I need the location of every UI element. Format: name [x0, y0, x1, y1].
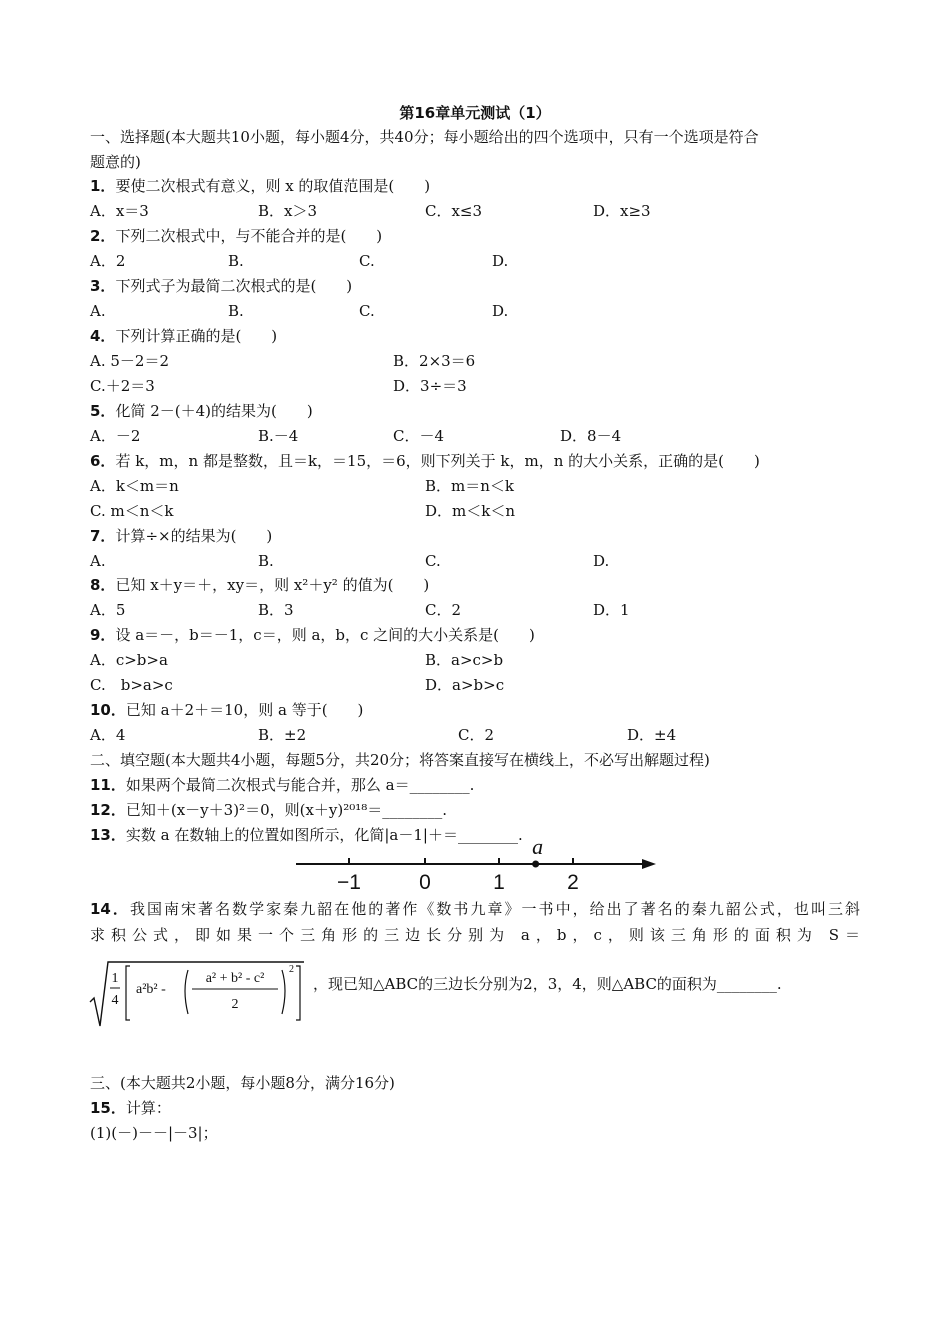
point-a [532, 861, 539, 868]
tick-label: 2 [567, 871, 579, 894]
question-1 [90, 176, 430, 196]
option-b: B.－4 [258, 427, 299, 445]
option-d: D．8－4 [560, 427, 622, 445]
option-d: D．m＜k＜n [425, 502, 516, 520]
option-b: B. [228, 252, 244, 270]
left-bracket [126, 966, 130, 1020]
option-b: B．3 [258, 601, 294, 619]
radical-sign-icon [90, 962, 304, 1026]
question-number: 4． [90, 327, 116, 345]
question-number: 2． [90, 227, 116, 245]
option-b: B．m＝n＜k [425, 477, 514, 495]
question-15 [90, 1098, 171, 1118]
left-paren [185, 970, 188, 1014]
option-c: C. b>a>c [90, 676, 173, 694]
option-a: A. [90, 552, 106, 570]
tick-label: 0 [419, 871, 431, 894]
axis-arrow-icon [642, 859, 656, 869]
option-c: C. [359, 302, 375, 320]
option-d: D. [492, 252, 509, 270]
question-text: 化简 2－(＋4)的结果为( ) [115, 402, 313, 420]
option-d: D．x≥3 [593, 202, 651, 220]
question-text: 下列计算正确的是( ) [115, 327, 278, 345]
option-a: A. [90, 302, 106, 320]
question-text: 计算÷×的结果为( ) [115, 527, 273, 545]
section3-instructions: 三、(本大题共2小题，每小题8分，满分16分) [90, 1074, 395, 1092]
question-8 [90, 575, 429, 595]
option-b: B. [228, 302, 244, 320]
option-d: D．a>b>c [425, 676, 505, 694]
question-text: 已知＋(x－y＋3)²＝0，则(x＋y)²⁰¹⁸＝________. [125, 801, 448, 819]
option-b: B. [258, 552, 274, 570]
question-number: 13． [90, 826, 126, 844]
inner-denominator: 2 [231, 997, 239, 1012]
option-c: C. m＜n＜k [90, 502, 174, 520]
page-title: 第16章单元测试（1） [399, 104, 551, 122]
option-b: B．x＞3 [258, 202, 318, 220]
option-c: C．－4 [393, 427, 445, 445]
question-number: 10． [90, 701, 126, 719]
question-14-cont: 求积公式，即如果一个三角形的三边长分别为 a，b，c，则该三角形的面积为 S＝ [90, 926, 860, 944]
question-number: 1． [90, 177, 116, 195]
question-2 [90, 226, 382, 246]
question-text: 下列二次根式中，与不能合并的是( ) [115, 227, 383, 245]
point-a-label: a [532, 838, 544, 859]
option-c: C. [425, 552, 441, 570]
question-text: 下列式子为最简二次根式的是( ) [115, 277, 353, 295]
question-text: 若 k，m，n 都是整数，且＝k，＝15，＝6，则下列关于 k，m，n 的大小关系，正确的是( ) [115, 452, 760, 470]
section1-instructions: 一、选择题(本大题共10小题，每小题4分，共40分；每小题给出的四个选项中，只有一个选项是符合 [90, 128, 759, 146]
formula-term: a²b² - [136, 982, 166, 997]
question-number: 15． [90, 1099, 126, 1117]
fraction-numerator: 1 [111, 971, 119, 986]
option-d: D．±4 [627, 726, 677, 744]
option-d: D．1 [593, 601, 630, 619]
question-number: 6． [90, 452, 116, 470]
question-number: 11． [90, 776, 126, 794]
question-text: 我国南宋著名数学家秦九韶在他的著作《数书九章》一书中，给出了著名的秦九韶公式，也叫三斜 [129, 900, 861, 918]
question-number: 12． [90, 801, 126, 819]
option-b: B．a>c>b [425, 651, 504, 669]
question-number: 3． [90, 277, 116, 295]
question-12 [90, 800, 447, 820]
option-d: D. [492, 302, 509, 320]
question-number: 14． [90, 900, 130, 918]
question-text: 实数 a 在数轴上的位置如图所示，化简|a－1|＋＝________. [125, 826, 523, 844]
question-number: 8． [90, 576, 116, 594]
section1-instructions-cont: 题意的) [90, 153, 141, 171]
tick-label: −1 [337, 871, 361, 894]
qin-jiushao-formula [88, 958, 310, 1030]
option-a: A．x＝3 [90, 202, 149, 220]
question-10 [90, 700, 363, 720]
option-a: A．2 [90, 252, 126, 270]
question-3 [90, 276, 352, 296]
number-line-figure [290, 838, 670, 894]
option-c: C．x≤3 [425, 202, 483, 220]
question-6 [90, 451, 760, 471]
question-number: 7． [90, 527, 116, 545]
option-c: C. [359, 252, 375, 270]
inner-numerator: a² + b² - c² [205, 971, 265, 986]
question-text: 设 a＝－，b＝－1，c＝，则 a，b，c 之间的大小关系是( ) [115, 626, 535, 644]
option-d: D. [593, 552, 610, 570]
option-a: A．5 [90, 601, 126, 619]
question-text: 计算： [125, 1099, 171, 1117]
question-text: 如果两个最简二次根式与能合并，那么 a＝________. [125, 776, 475, 794]
option-d: D．3÷＝3 [393, 377, 467, 395]
section2-instructions: 二、填空题(本大题共4小题，每题5分，共20分；将答案直接写在横线上，不必写出解题过程) [90, 751, 710, 769]
right-bracket [296, 966, 300, 1020]
question-7 [90, 526, 272, 546]
question-15-part-1: (1)(－)－－|－3|； [90, 1124, 218, 1142]
question-9 [90, 625, 535, 645]
question-text: 要使二次根式有意义，则 x 的取值范围是( ) [115, 177, 431, 195]
right-paren [282, 970, 285, 1014]
option-a: A．c>b>a [90, 651, 168, 669]
question-4 [90, 326, 277, 346]
fraction-denominator: 4 [111, 993, 119, 1008]
question-5 [90, 401, 313, 421]
option-c: C．2 [425, 601, 462, 619]
exponent: 2 [289, 964, 294, 975]
option-a: A. 5－2＝2 [90, 352, 169, 370]
option-a: A．k＜m＝n [90, 477, 179, 495]
option-a: A．－2 [90, 427, 141, 445]
question-14-end: ，现已知△ABC的三边长分别为2，3，4，则△ABC的面积为________. [313, 975, 782, 993]
question-number: 5． [90, 402, 116, 420]
option-c: C.＋2＝3 [90, 377, 155, 395]
question-11 [90, 775, 474, 795]
option-a: A．4 [90, 726, 126, 744]
option-b: B．±2 [258, 726, 307, 744]
question-text: 已知 a＋2＋＝10，则 a 等于( ) [125, 701, 364, 719]
option-b: B．2×3＝6 [393, 352, 476, 370]
question-text: 已知 x＋y＝＋，xy＝，则 x²＋y² 的值为( ) [115, 576, 430, 594]
question-number: 9． [90, 626, 116, 644]
question-14 [90, 899, 860, 919]
tick-label: 1 [493, 871, 505, 894]
option-c: C．2 [458, 726, 495, 744]
